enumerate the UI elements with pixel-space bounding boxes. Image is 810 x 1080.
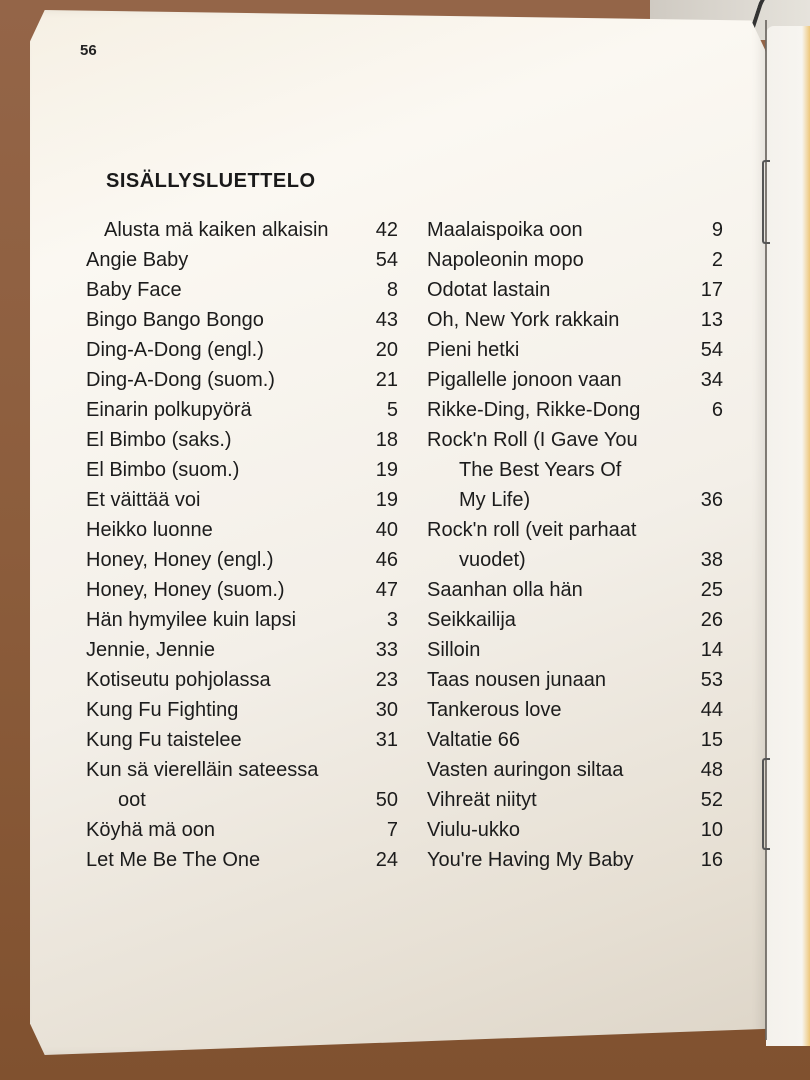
page-ref: 9 — [711, 219, 723, 241]
toc-entry — [427, 275, 723, 305]
toc-entry — [427, 395, 723, 425]
page-ref: 52 — [700, 789, 723, 811]
page-ref: 16 — [700, 849, 723, 871]
song-title-line: Rock'n Roll (I Gave You — [427, 429, 638, 451]
page-ref: 25 — [700, 579, 723, 601]
page-ref: 6 — [711, 399, 723, 421]
song-title — [86, 815, 215, 845]
page-ref: 48 — [700, 759, 723, 781]
song-title — [86, 515, 213, 545]
song-title — [427, 335, 519, 365]
song-title-line: The Best Years Of — [459, 459, 622, 481]
page-ref: 30 — [375, 699, 398, 721]
song-title — [427, 515, 636, 575]
page-ref: 54 — [700, 339, 723, 361]
toc-entry — [427, 365, 723, 395]
song-title-line: Einarin polkupyörä — [86, 399, 252, 421]
song-title-line: Angie Baby — [86, 249, 189, 271]
song-title-line: Honey, Honey (engl.) — [86, 549, 274, 571]
toc-entry — [86, 275, 398, 305]
song-title — [104, 215, 329, 245]
song-title — [86, 635, 215, 665]
song-title-line: Heikko luonne — [86, 519, 213, 541]
staple — [762, 160, 770, 244]
page-ref: 20 — [375, 339, 398, 361]
toc-entry — [427, 605, 723, 635]
song-title — [86, 575, 285, 605]
song-title — [86, 305, 264, 335]
page-ref: 44 — [700, 699, 723, 721]
song-title-line: El Bimbo (suom.) — [86, 459, 240, 481]
song-title-line: Ding-A-Dong (engl.) — [86, 339, 264, 361]
song-title-line: Kun sä vierelläin sateessa — [86, 759, 319, 781]
song-title-line: Let Me Be The One — [86, 849, 261, 871]
song-title-line: Kotiseutu pohjolassa — [86, 669, 271, 691]
toc-entry — [427, 785, 723, 815]
song-title-line: Alusta mä kaiken alkaisin — [104, 219, 329, 241]
song-title — [427, 785, 537, 815]
song-title — [86, 245, 188, 275]
song-title — [427, 425, 638, 515]
song-title-line: Viulu-ukko — [427, 819, 521, 841]
toc-entry — [86, 545, 398, 575]
page-ref: 43 — [375, 309, 398, 331]
song-title — [427, 635, 480, 665]
song-title — [427, 305, 619, 335]
page-ref: 3 — [386, 609, 398, 631]
toc-entry — [427, 515, 723, 575]
page-ref: 47 — [375, 579, 398, 601]
song-title — [86, 725, 242, 755]
song-title — [427, 815, 520, 845]
toc-entry — [86, 515, 398, 545]
page-ref: 31 — [375, 729, 398, 751]
song-title-line: Bingo Bango Bongo — [86, 309, 264, 331]
page-ref: 10 — [700, 819, 723, 841]
page-ref: 38 — [700, 549, 723, 571]
song-title — [86, 335, 264, 365]
page-ref: 15 — [700, 729, 723, 751]
toc-entry — [427, 755, 723, 785]
toc-entry — [86, 395, 398, 425]
page-ref: 8 — [386, 279, 398, 301]
page-ref: 13 — [700, 309, 723, 331]
song-title — [427, 725, 520, 755]
toc-entry — [86, 455, 398, 485]
page-ref: 46 — [375, 549, 398, 571]
page-ref: 14 — [700, 639, 723, 661]
song-title-line: Saanhan olla hän — [427, 579, 583, 601]
toc-column-left — [86, 215, 398, 875]
song-title-line: Honey, Honey (suom.) — [86, 579, 285, 601]
song-title — [427, 215, 583, 245]
song-title-line: Silloin — [427, 639, 481, 661]
song-title-line: Rock'n roll (veit parhaat — [427, 519, 637, 541]
song-title — [427, 365, 622, 395]
song-title-line: Pigallelle jonoon vaan — [427, 369, 622, 391]
toc-entry — [427, 695, 723, 725]
toc-entry — [427, 665, 723, 695]
song-title — [427, 755, 623, 785]
song-title — [86, 455, 239, 485]
toc-entry — [86, 335, 398, 365]
song-title-line: Maalaispoika oon — [427, 219, 583, 241]
song-title-line: Jennie, Jennie — [86, 639, 215, 661]
song-title — [427, 395, 640, 425]
song-title-line: Valtatie 66 — [427, 729, 521, 751]
song-title — [86, 395, 252, 425]
toc-column-right — [427, 215, 723, 875]
song-title — [427, 275, 550, 305]
page-ref: 42 — [375, 219, 398, 241]
song-title — [86, 365, 275, 395]
staple — [762, 758, 770, 850]
toc-entry — [86, 365, 398, 395]
song-title-line: Tankerous love — [427, 699, 562, 721]
song-title — [427, 845, 634, 875]
toc-entry — [86, 485, 398, 515]
song-title — [427, 575, 583, 605]
song-title-line: Pieni hetki — [427, 339, 520, 361]
page-ref: 7 — [386, 819, 398, 841]
page-ref: 19 — [375, 489, 398, 511]
song-title-line: Vasten auringon siltaa — [427, 759, 624, 781]
toc-entry — [86, 695, 398, 725]
toc-title: SISÄLLYSLUETTELO — [106, 170, 316, 192]
toc-entry — [86, 245, 398, 275]
toc-entry — [86, 815, 398, 845]
toc-entry — [427, 425, 723, 515]
page-ref: 33 — [375, 639, 398, 661]
song-title-line: Vihreät niityt — [427, 789, 537, 811]
page-number: 56 — [80, 42, 97, 59]
toc-entry — [86, 755, 398, 815]
toc-entry — [86, 665, 398, 695]
song-title — [86, 425, 232, 455]
toc-entry — [86, 845, 398, 875]
page-ref: 54 — [375, 249, 398, 271]
toc-entry — [86, 305, 398, 335]
song-title-line: Et väittää voi — [86, 489, 201, 511]
toc-entry — [86, 605, 398, 635]
page-ref: 2 — [711, 249, 723, 271]
toc-entry — [427, 305, 723, 335]
song-title-line: Oh, New York rakkain — [427, 309, 620, 331]
page-ref: 17 — [700, 279, 723, 301]
right-page-edge — [766, 26, 810, 1046]
song-title — [86, 605, 296, 635]
song-title-line: Hän hymyilee kuin lapsi — [86, 609, 297, 631]
song-title — [427, 605, 516, 635]
toc-entry — [86, 635, 398, 665]
toc-entry — [427, 335, 723, 365]
song-title-line: Napoleonin mopo — [427, 249, 584, 271]
song-title-line: Kung Fu taistelee — [86, 729, 242, 751]
page-ref: 36 — [700, 489, 723, 511]
song-title — [86, 545, 274, 575]
page-ref: 40 — [375, 519, 398, 541]
song-title — [86, 485, 201, 515]
page-ref: 18 — [375, 429, 398, 451]
song-title-line: My Life) — [459, 489, 531, 511]
song-title — [427, 695, 562, 725]
song-title-line: Seikkailija — [427, 609, 516, 631]
toc-entry — [427, 725, 723, 755]
song-title-line: Kung Fu Fighting — [86, 699, 239, 721]
song-title-line: El Bimbo (saks.) — [86, 429, 232, 451]
song-title — [427, 245, 584, 275]
song-title-line: Ding-A-Dong (suom.) — [86, 369, 275, 391]
toc-entry — [427, 245, 723, 275]
toc-entry — [427, 815, 723, 845]
toc-entry — [86, 425, 398, 455]
page-ref: 53 — [700, 669, 723, 691]
page-ref: 19 — [375, 459, 398, 481]
song-title — [86, 695, 238, 725]
song-title-line: You're Having My Baby — [427, 849, 634, 871]
song-title-line: Rikke-Ding, Rikke-Dong — [427, 399, 641, 421]
page-ref: 21 — [375, 369, 398, 391]
song-title-line: Baby Face — [86, 279, 182, 301]
page-ref: 50 — [375, 789, 398, 811]
song-title-line: Odotat lastain — [427, 279, 551, 301]
song-title-line: Taas nousen junaan — [427, 669, 607, 691]
song-title — [86, 755, 318, 815]
toc-entry — [427, 575, 723, 605]
song-title — [427, 665, 606, 695]
song-title — [86, 665, 271, 695]
page-ref: 5 — [386, 399, 398, 421]
toc-entry — [86, 215, 398, 245]
toc-entry — [86, 575, 398, 605]
page-ref: 24 — [375, 849, 398, 871]
page-ref: 23 — [375, 669, 398, 691]
toc-entry — [86, 725, 398, 755]
song-title — [86, 275, 182, 305]
song-title-line: Köyhä mä oon — [86, 819, 215, 841]
song-title-line: vuodet) — [459, 549, 526, 571]
toc-entry — [427, 215, 723, 245]
toc-entry — [427, 635, 723, 665]
song-title — [86, 845, 260, 875]
page-ref: 26 — [700, 609, 723, 631]
page-ref: 34 — [700, 369, 723, 391]
song-title-line: oot — [118, 789, 146, 811]
toc-entry — [427, 845, 723, 875]
